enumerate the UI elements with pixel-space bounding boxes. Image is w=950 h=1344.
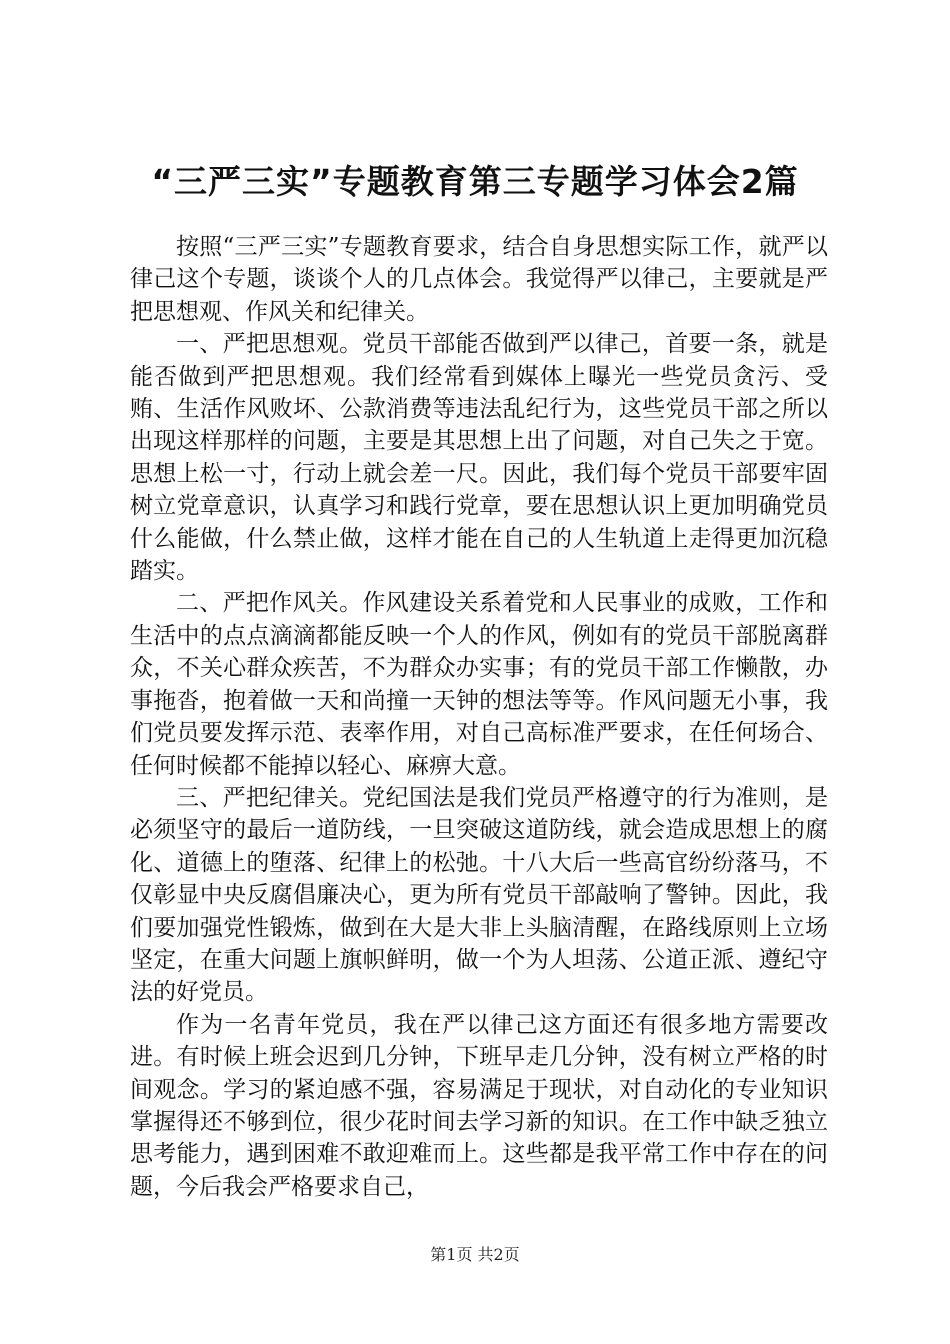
page-number-footer: 第1页 共2页 xyxy=(430,1245,520,1264)
document-body xyxy=(130,231,828,1203)
paragraph-intro: 按照“三严三实”专题教育要求，结合自身思想实际工作，就严以律己这个专题，谈谈个人的几点体会。我觉得严以律己，主要就是严把思想观、作风关和纪律关。 xyxy=(130,234,828,325)
paragraph-thought: 一、严把思想观。党员干部能否做到严以律己，首要一条，就是能否做到严把思想观。我们经常看到媒体上曝光一些党员贪污、受贿、生活作风败坏、公款消费等违法乱纪行为，这些党员干部之所以出现这样那样的问题，主要是其思想上出了问题，对自己失之于宽。思想上松一寸，行动上就会差一尺。因此，我们每个党员干部要牢固树立党章意识，认真学习和践行党章，要在思想认识上更加明确党员什么能做，什么禁止做，这样才能在自己的人生轨道上走得更加沉稳踏实。 xyxy=(130,331,828,585)
paragraph-style: 二、严把作风关。作风建设关系着党和人民事业的成败，工作和生活中的点点滴滴都能反映一个人的作风，例如有的党员干部脱离群众，不关心群众疾苦，不为群众办实事；有的党员干部工作懒散，办事拖沓，抱着做一天和尚撞一天钟的想法等等。作风问题无小事，我们党员要发挥示范、表率作用，对自己高标准严要求，在任何场合、任何时候都不能掉以轻心、麻痹大意。 xyxy=(130,590,828,779)
paragraph-discipline: 三、严把纪律关。党纪国法是我们党员严格遵守的行为准则，是必须坚守的最后一道防线，一旦突破这道防线，就会造成思想上的腐化、道德上的堕落、纪律上的松弛。十八大后一些高官纷纷落马，不仅彰显中央反腐倡廉决心，更为所有党员干部敲响了警钟。因此，我们要加强党性锻炼，做到在大是大非上头脑清醒，在路线原则上立场坚定，在重大问题上旗帜鲜明，做一个为人坦荡、公道正派、遵纪守法的好党员。 xyxy=(130,784,828,1006)
document-title: “三严三实”专题教育第三专题学习体会2篇 xyxy=(151,162,799,201)
paragraph-self-review: 作为一名青年党员，我在严以律己这方面还有很多地方需要改进。有时候上班会迟到几分钟，下班早走几分钟，没有树立严格的时间观念。学习的紧迫感不强，容易满足于现状，对自动化的专业知识掌握得还不够到位，很少花时间去学习新的知识。在工作中缺乏独立思考能力，遇到困难不敢迎难而上。这些都是我平常工作中存在的问题，今后我会严格要求自己， xyxy=(130,1011,828,1200)
